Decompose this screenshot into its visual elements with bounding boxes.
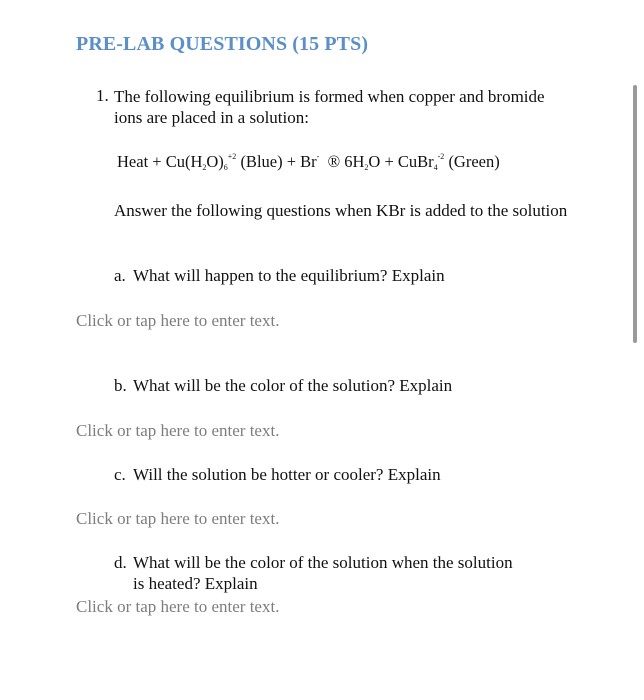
subquestion-b	[114, 375, 452, 396]
eq-sub-2: 2	[202, 163, 207, 172]
subquestion-letter: a.	[114, 266, 126, 285]
eq-sub-2b: 2	[364, 163, 369, 172]
subquestion-c	[114, 464, 441, 485]
equilibrium-equation	[117, 152, 500, 172]
subquestion-letter: c.	[114, 465, 126, 484]
subquestion-letter: d.	[114, 553, 127, 572]
subquestion-a	[114, 265, 445, 286]
eq-sup-plus2: +2	[227, 152, 237, 161]
eq-part-cubr: O + CuBr	[368, 152, 434, 171]
section-heading: PRE-LAB QUESTIONS (15 PTS)	[76, 33, 369, 55]
answer-field-b[interactable]: Click or tap here to enter text.	[76, 421, 280, 440]
eq-part-o: O)	[206, 152, 224, 171]
answer-field-d[interactable]: Click or tap here to enter text.	[76, 597, 280, 616]
answer-field-a[interactable]: Click or tap here to enter text.	[76, 311, 280, 330]
eq-sub-6: 6	[223, 163, 228, 172]
subquestion-d	[114, 552, 564, 594]
question-text: The following equilibrium is formed when copper and bromide ions are placed in a solution:	[114, 87, 545, 127]
eq-part-arrow: ® 6H	[319, 152, 365, 171]
subquestion-text: Will the solution be hotter or cooler? Explain	[133, 465, 441, 484]
instruction-text: Answer the following questions when KBr is added to the solution	[114, 201, 568, 220]
answer-field-c[interactable]: Click or tap here to enter text.	[76, 509, 280, 528]
subquestion-text: What will happen to the equilibrium? Explain	[133, 266, 445, 285]
question-number: 1.	[96, 86, 109, 105]
subquestion-text-line2: is heated? Explain	[133, 574, 258, 593]
subquestion-text-line1: What will be the color of the solution when the solution	[133, 553, 513, 572]
eq-part-blue: (Blue) + Br	[236, 152, 317, 171]
subquestion-text: What will be the color of the solution? Explain	[133, 376, 453, 395]
eq-part-heat: Heat + Cu(H	[117, 152, 203, 171]
eq-part-green: (Green)	[444, 152, 500, 171]
eq-sup-minus: -	[316, 152, 320, 161]
vertical-scrollbar[interactable]	[633, 85, 637, 343]
eq-sup-minus2: -2	[437, 152, 445, 161]
subquestion-letter: b.	[114, 376, 127, 395]
eq-sub-4: 4	[433, 163, 438, 172]
